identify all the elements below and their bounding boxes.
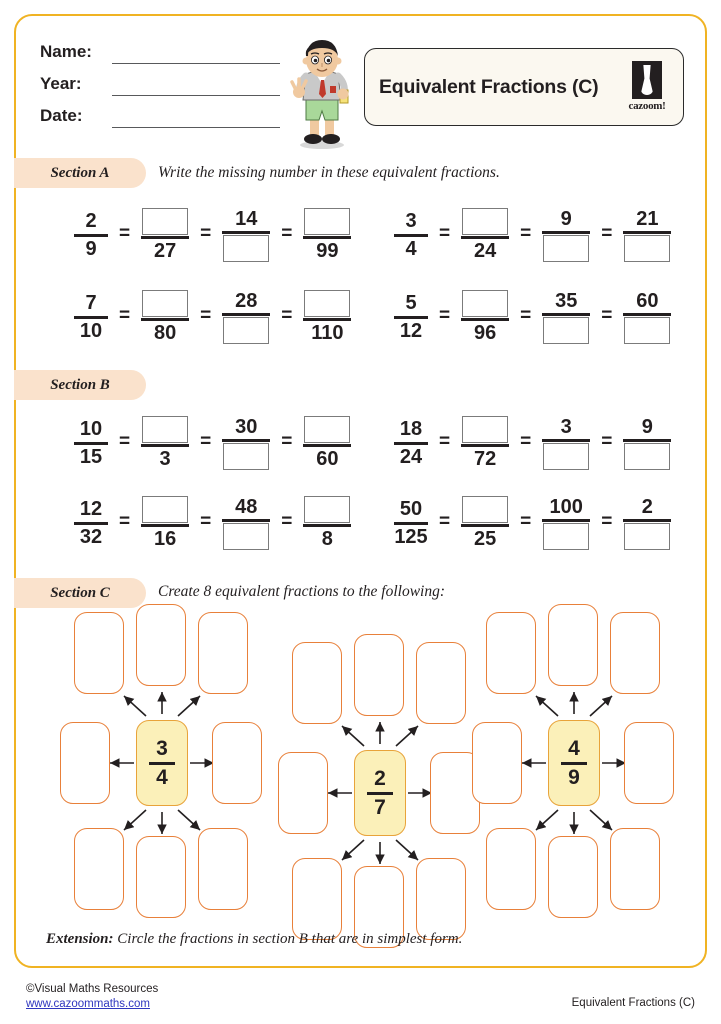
answer-blank-numerator[interactable]: [462, 416, 508, 443]
name-input-line[interactable]: [112, 45, 280, 64]
fraction-bar: [623, 439, 671, 442]
answer-box[interactable]: [548, 836, 598, 918]
equals-sign: =: [119, 511, 131, 532]
fraction-bar: [222, 231, 270, 234]
answer-blank-numerator[interactable]: [462, 496, 508, 523]
answer-blank-numerator[interactable]: [462, 290, 508, 317]
equals-sign: =: [520, 223, 532, 244]
answer-box[interactable]: [278, 752, 328, 834]
numerator: 14: [235, 207, 258, 230]
numerator: 60: [636, 289, 659, 312]
numerator: 3: [560, 415, 572, 438]
answer-box[interactable]: [610, 612, 660, 694]
fraction-bar: [141, 318, 189, 321]
numerator: 2: [374, 766, 386, 790]
numerator: 100: [549, 495, 583, 518]
worksheet-header: [16, 16, 705, 134]
section-c-header: [14, 578, 146, 608]
equals-sign: =: [520, 511, 532, 532]
fraction-bar: [74, 234, 108, 237]
answer-blank-denominator[interactable]: [543, 443, 589, 470]
fraction-bar: [623, 519, 671, 522]
year-field-row: [40, 64, 280, 96]
answer-box[interactable]: [416, 858, 466, 940]
fraction-term: [623, 290, 671, 344]
answer-box[interactable]: [472, 722, 522, 804]
denominator: 7: [374, 795, 386, 819]
fraction-bar: [141, 524, 189, 527]
equals-sign: =: [200, 223, 212, 244]
fraction-web-diagram-1: [66, 616, 256, 906]
cazoom-logo-mark: [632, 61, 662, 99]
fraction-term: [222, 416, 270, 470]
numerator: 28: [235, 289, 258, 312]
fraction-bar: [222, 439, 270, 442]
section-b-header: [14, 370, 146, 400]
numerator: 50: [399, 498, 423, 521]
answer-box[interactable]: [198, 828, 248, 910]
worksheet-page: [14, 14, 707, 968]
numerator: 12: [79, 498, 103, 521]
fraction-term: [74, 292, 108, 342]
denominator: 10: [79, 319, 103, 342]
denominator: 12: [399, 319, 423, 342]
answer-box[interactable]: [486, 612, 536, 694]
denominator: 3: [159, 447, 171, 470]
answer-box[interactable]: [292, 858, 342, 940]
fraction-bar: [461, 236, 509, 239]
fraction-bar: [141, 236, 189, 239]
year-input-line[interactable]: [112, 77, 280, 96]
fraction-term: [542, 496, 590, 550]
fraction-bar: [303, 236, 351, 239]
fraction-term: [303, 208, 351, 262]
answer-box[interactable]: [610, 828, 660, 910]
fraction-term: [461, 496, 509, 550]
denominator: 8: [321, 527, 333, 550]
answer-blank-denominator[interactable]: [624, 317, 670, 344]
fraction-bar: [623, 313, 671, 316]
numerator: 4: [568, 736, 580, 760]
year-field-label: Year:: [40, 74, 82, 93]
fraction-bar: [394, 316, 428, 319]
date-input-line[interactable]: [112, 109, 280, 128]
equals-sign: =: [520, 305, 532, 326]
answer-blank-numerator[interactable]: [142, 496, 188, 523]
website-link[interactable]: www.cazoommaths.com: [26, 998, 150, 1010]
fraction-term: [461, 208, 509, 262]
answer-box[interactable]: [486, 828, 536, 910]
source-fraction-1: [136, 720, 188, 806]
denominator: 110: [311, 321, 344, 344]
section-c-label: Section C: [50, 584, 110, 601]
fraction-bar: [561, 762, 587, 765]
fraction-term: [623, 416, 671, 470]
source-fraction-3: [548, 720, 600, 806]
fraction-term: [222, 208, 270, 262]
fraction-term: [394, 292, 428, 342]
answer-blank-denominator[interactable]: [543, 235, 589, 262]
fraction-web-diagram-3: [478, 616, 668, 906]
date-field-row: [40, 96, 280, 128]
denominator: 99: [316, 239, 339, 262]
answer-blank-numerator[interactable]: [304, 496, 350, 523]
answer-box[interactable]: [212, 722, 262, 804]
equals-sign: =: [601, 305, 613, 326]
answer-blank-numerator[interactable]: [142, 208, 188, 235]
answer-box[interactable]: [136, 604, 186, 686]
equals-sign: =: [281, 305, 293, 326]
fraction-bar: [149, 762, 175, 765]
answer-blank-numerator[interactable]: [304, 290, 350, 317]
fraction-web-diagram-2: [284, 646, 474, 936]
date-field-label: Date:: [40, 106, 83, 125]
numerator: 3: [156, 736, 168, 760]
fraction-bar: [461, 318, 509, 321]
equals-sign: =: [439, 305, 451, 326]
fraction-term: [222, 290, 270, 344]
fraction-term: [74, 210, 108, 260]
fraction-term: [74, 418, 108, 468]
numerator: 2: [641, 495, 653, 518]
numerator: 35: [555, 289, 578, 312]
denominator: 32: [79, 525, 103, 548]
fraction-term: [461, 290, 509, 344]
equals-sign: =: [520, 431, 532, 452]
fraction-term: [303, 496, 351, 550]
denominator: 9: [85, 237, 97, 260]
denominator: 24: [399, 445, 423, 468]
equals-sign: =: [200, 431, 212, 452]
denominator: 24: [473, 239, 497, 262]
page-title: Equivalent Fractions (C): [379, 75, 599, 98]
fraction-term: [394, 210, 428, 260]
numerator: 21: [636, 207, 659, 230]
fraction-term: [542, 416, 590, 470]
fraction-bar: [461, 444, 509, 447]
equation-a2-right: [394, 280, 671, 354]
answer-box[interactable]: [292, 642, 342, 724]
fraction-term: [623, 496, 671, 550]
equation-b1-right: [394, 406, 671, 480]
answer-blank-denominator[interactable]: [223, 523, 269, 550]
answer-box[interactable]: [136, 836, 186, 918]
fraction-bar: [74, 442, 108, 445]
denominator: 16: [153, 527, 177, 550]
equals-sign: =: [200, 511, 212, 532]
numerator: 10: [79, 418, 103, 441]
section-c-instruction: Create 8 equivalent fractions to the following:: [158, 583, 445, 600]
fraction-bar: [303, 318, 351, 321]
fraction-term: [141, 416, 189, 470]
equals-sign: =: [119, 223, 131, 244]
denominator: 80: [153, 321, 177, 344]
equals-sign: =: [601, 223, 613, 244]
fraction-bar: [74, 522, 108, 525]
denominator: 125: [394, 525, 428, 548]
fraction-bar: [303, 524, 351, 527]
worksheet-title-box: [364, 48, 684, 126]
fraction-term: [303, 416, 351, 470]
denominator: 27: [153, 239, 177, 262]
answer-box[interactable]: [416, 642, 466, 724]
fraction-term: [367, 767, 393, 819]
fraction-bar: [303, 444, 351, 447]
section-a-instruction: Write the missing number in these equivalent fractions.: [158, 164, 500, 181]
cazoom-logo: [625, 61, 669, 113]
equals-sign: =: [281, 511, 293, 532]
fraction-bar: [394, 442, 428, 445]
fraction-term: [222, 496, 270, 550]
source-fraction-2: [354, 750, 406, 836]
copyright-text: ©Visual Maths Resources: [26, 983, 159, 995]
denominator: 60: [316, 447, 339, 470]
equation-a1-left: [74, 198, 351, 272]
answer-box[interactable]: [74, 828, 124, 910]
extension-label: Extension:: [46, 931, 114, 947]
numerator: 3: [405, 210, 417, 233]
name-field-row: [40, 32, 280, 64]
section-a-label: Section A: [50, 164, 110, 181]
equals-sign: =: [281, 223, 293, 244]
answer-blank-numerator[interactable]: [142, 290, 188, 317]
answer-blank-numerator[interactable]: [304, 208, 350, 235]
fraction-term: [394, 418, 428, 468]
equals-sign: =: [601, 511, 613, 532]
fraction-term: [141, 290, 189, 344]
denominator: 25: [473, 527, 497, 550]
equals-sign: =: [119, 431, 131, 452]
answer-box[interactable]: [548, 604, 598, 686]
fraction-bar: [367, 792, 393, 795]
numerator: 30: [235, 415, 258, 438]
answer-blank-numerator[interactable]: [304, 416, 350, 443]
equals-sign: =: [119, 305, 131, 326]
answer-blank-denominator[interactable]: [223, 443, 269, 470]
fraction-term: [74, 498, 108, 548]
denominator: 96: [473, 321, 497, 344]
equals-sign: =: [200, 305, 212, 326]
answer-box[interactable]: [60, 722, 110, 804]
numerator: 48: [235, 495, 258, 518]
answer-blank-denominator[interactable]: [543, 317, 589, 344]
fraction-bar: [222, 313, 270, 316]
equation-a1-right: [394, 198, 671, 272]
extension-task: [46, 931, 462, 948]
fraction-bar: [542, 519, 590, 522]
fraction-bar: [141, 444, 189, 447]
denominator: 72: [473, 447, 497, 470]
student-info-fields: [40, 32, 280, 128]
fraction-term: [141, 208, 189, 262]
answer-blank-denominator[interactable]: [543, 523, 589, 550]
equation-b2-left: [74, 486, 351, 560]
extension-text: Circle the fractions in section B that are in simplest form.: [117, 931, 463, 947]
answer-blank-denominator[interactable]: [624, 523, 670, 550]
fraction-term: [141, 496, 189, 550]
footer-credits: [26, 982, 158, 1012]
answer-blank-denominator[interactable]: [624, 443, 670, 470]
fraction-term: [542, 208, 590, 262]
numerator: 9: [641, 415, 653, 438]
numerator: 5: [405, 292, 417, 315]
fraction-bar: [542, 231, 590, 234]
fraction-bar: [222, 519, 270, 522]
section-b-label: Section B: [50, 376, 110, 393]
answer-box[interactable]: [624, 722, 674, 804]
equals-sign: =: [439, 223, 451, 244]
fraction-bar: [542, 439, 590, 442]
fraction-bar: [74, 316, 108, 319]
numerator: 2: [85, 210, 97, 233]
cazoom-logo-text: cazoom!: [628, 100, 666, 112]
fraction-term: [561, 737, 587, 789]
equals-sign: =: [439, 511, 451, 532]
denominator: 4: [156, 765, 168, 789]
equation-b1-left: [74, 406, 351, 480]
student-mascot-illustration: [282, 38, 358, 150]
fraction-bar: [394, 522, 428, 525]
fraction-term: [149, 737, 175, 789]
answer-blank-numerator[interactable]: [462, 208, 508, 235]
denominator: 4: [405, 237, 417, 260]
answer-blank-numerator[interactable]: [142, 416, 188, 443]
fraction-term: [303, 290, 351, 344]
equation-b2-right: [394, 486, 671, 560]
name-field-label: Name:: [40, 42, 92, 61]
equals-sign: =: [601, 431, 613, 452]
numerator: 18: [399, 418, 423, 441]
answer-blank-denominator[interactable]: [223, 317, 269, 344]
numerator: 7: [85, 292, 97, 315]
answer-box[interactable]: [74, 612, 124, 694]
denominator: 15: [79, 445, 103, 468]
fraction-bar: [461, 524, 509, 527]
fraction-term: [542, 290, 590, 344]
fraction-term: [394, 498, 428, 548]
fraction-bar: [394, 234, 428, 237]
equals-sign: =: [281, 431, 293, 452]
equals-sign: =: [439, 431, 451, 452]
page-footer: [0, 978, 721, 1024]
answer-box[interactable]: [354, 634, 404, 716]
footer-worksheet-title: Equivalent Fractions (C): [571, 997, 695, 1009]
numerator: 9: [560, 207, 572, 230]
answer-box[interactable]: [198, 612, 248, 694]
equation-a2-left: [74, 280, 351, 354]
section-a-header: [14, 158, 146, 188]
fraction-term: [461, 416, 509, 470]
fraction-bar: [542, 313, 590, 316]
fraction-bar: [623, 231, 671, 234]
answer-blank-denominator[interactable]: [624, 235, 670, 262]
fraction-term: [623, 208, 671, 262]
answer-blank-denominator[interactable]: [223, 235, 269, 262]
denominator: 9: [568, 765, 580, 789]
